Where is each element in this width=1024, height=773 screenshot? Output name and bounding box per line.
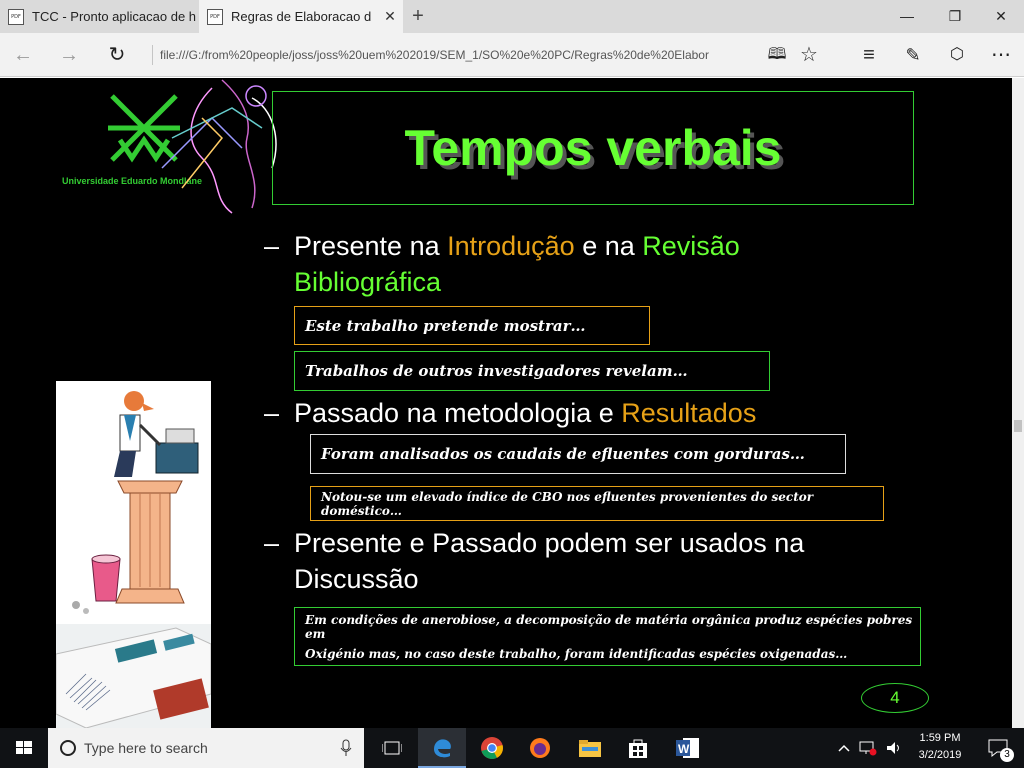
- highlight-bibliografica: Bibliográfica: [294, 267, 442, 297]
- notification-count-badge: 3: [1000, 748, 1014, 762]
- logo-text: Universidade Eduardo Mondlane: [62, 176, 203, 186]
- scrollbar[interactable]: [1012, 78, 1024, 728]
- example-quote-5: [294, 607, 921, 666]
- taskbar-search-box[interactable]: [48, 728, 364, 768]
- close-window-button[interactable]: ✕: [995, 8, 1007, 24]
- bullet-text: Presente na: [294, 231, 448, 261]
- store-icon: [627, 737, 649, 759]
- bullet-presente-introducao: [264, 228, 740, 300]
- slide-title: Tempos verbais: [404, 120, 782, 176]
- chrome-icon: [480, 736, 504, 760]
- book-photo: [56, 624, 211, 728]
- task-view-button[interactable]: [368, 728, 416, 768]
- back-button[interactable]: ←: [13, 44, 33, 66]
- web-note-icon[interactable]: ✎: [905, 45, 921, 65]
- bullet-text: Presente e Passado podem ser usados na: [294, 528, 805, 558]
- network-status[interactable]: [856, 728, 880, 768]
- reading-view-icon[interactable]: 🕮: [767, 46, 787, 63]
- address-bar[interactable]: file:///G:/from%20people/joss/joss%20uem%202019/SEM_1/SO%20e%20PC/Regras%20de%20Elabor: [160, 48, 709, 62]
- action-center-button[interactable]: [976, 728, 1020, 768]
- tab-regras[interactable]: [199, 0, 403, 33]
- title-box: [272, 91, 914, 205]
- volume-button[interactable]: [882, 728, 906, 768]
- minimize-button[interactable]: —: [900, 8, 914, 24]
- firefox-taskbar-app[interactable]: [516, 728, 564, 768]
- clock-date[interactable]: 3/2/2019: [918, 749, 962, 761]
- hub-icon[interactable]: ≡: [863, 44, 875, 66]
- show-hidden-icons-button[interactable]: [834, 728, 854, 768]
- bullet-dash: –: [264, 231, 280, 261]
- network-error-icon: [859, 740, 877, 756]
- word-icon: [675, 736, 701, 760]
- example-quote-1: Este trabalho pretende mostrar…: [294, 306, 650, 345]
- tab-label: TCC - Pronto aplicacao de h: [32, 9, 197, 24]
- tab-tcc[interactable]: [0, 0, 198, 33]
- search-icon: [58, 738, 78, 758]
- forward-button[interactable]: →: [59, 44, 79, 66]
- chevron-up-icon: [838, 744, 850, 752]
- highlight-introducao: Introdução: [447, 231, 575, 261]
- chrome-taskbar-app[interactable]: [468, 728, 516, 768]
- windows-logo-icon: [0, 728, 48, 768]
- edge-icon: [430, 735, 454, 759]
- bullet-text: Passado na metodologia e: [294, 398, 622, 428]
- navigation-bar: [0, 33, 1024, 77]
- refresh-button[interactable]: ↻: [108, 44, 126, 66]
- bullet-text: e na: [574, 231, 643, 261]
- clock-time[interactable]: 1:59 PM: [919, 732, 961, 744]
- example-quote-4: Notou-se um elevado índice de CBO nos efluentes provenientes do sector doméstico…: [310, 486, 884, 521]
- quote-line: Em condições de anerobiose, a decomposição de matéria orgânica produz espécies pobres em: [305, 612, 913, 641]
- close-tab-icon[interactable]: ✕: [384, 8, 396, 24]
- bullet-presente-passado-discussao: [264, 525, 804, 597]
- slide: [56, 78, 956, 728]
- firefox-icon: [528, 736, 552, 760]
- bullet-text: Discussão: [294, 564, 419, 594]
- store-taskbar-app[interactable]: [614, 728, 662, 768]
- maximize-button[interactable]: ❐: [948, 8, 962, 24]
- file-explorer-taskbar-app[interactable]: [566, 728, 614, 768]
- edge-taskbar-app[interactable]: [418, 728, 466, 768]
- bullet-passado-metodologia: [264, 395, 756, 431]
- divider: [152, 45, 153, 65]
- example-quote-3: Foram analisados os caudais de efluentes com gorduras…: [310, 434, 846, 474]
- pdf-icon: PDF: [207, 9, 223, 25]
- bullet-dash: –: [264, 528, 280, 558]
- more-icon[interactable]: ⋯: [991, 44, 1011, 66]
- decorative-figure-icon: [152, 78, 292, 218]
- search-placeholder: Type here to search: [84, 740, 208, 756]
- quote-line: Oxigénio mas, no caso deste trabalho, foram identificadas espécies oxigenadas…: [305, 646, 848, 661]
- svg-text:W: W: [678, 742, 690, 756]
- word-taskbar-app[interactable]: [664, 728, 712, 768]
- page-number: 4: [861, 683, 929, 713]
- task-view-icon: [382, 740, 402, 756]
- microphone-icon[interactable]: [340, 739, 352, 757]
- typewriter-clipart: [56, 381, 211, 624]
- pdf-icon: PDF: [8, 9, 24, 25]
- bullet-dash: –: [264, 398, 280, 428]
- share-icon[interactable]: ⬡: [950, 46, 964, 63]
- start-button[interactable]: [0, 728, 48, 768]
- new-tab-button[interactable]: +: [412, 5, 424, 27]
- favorite-star-icon[interactable]: ☆: [800, 44, 818, 66]
- scrollbar-thumb[interactable]: [1014, 420, 1022, 432]
- folder-icon: [578, 738, 602, 758]
- volume-icon: [885, 740, 903, 756]
- taskbar: [0, 728, 1024, 768]
- highlight-revisao: Revisão: [642, 231, 740, 261]
- example-quote-2: Trabalhos de outros investigadores revelam…: [294, 351, 770, 391]
- highlight-resultados: Resultados: [621, 398, 757, 428]
- tab-strip: [0, 0, 1024, 33]
- tab-label: Regras de Elaboracao d: [231, 9, 372, 24]
